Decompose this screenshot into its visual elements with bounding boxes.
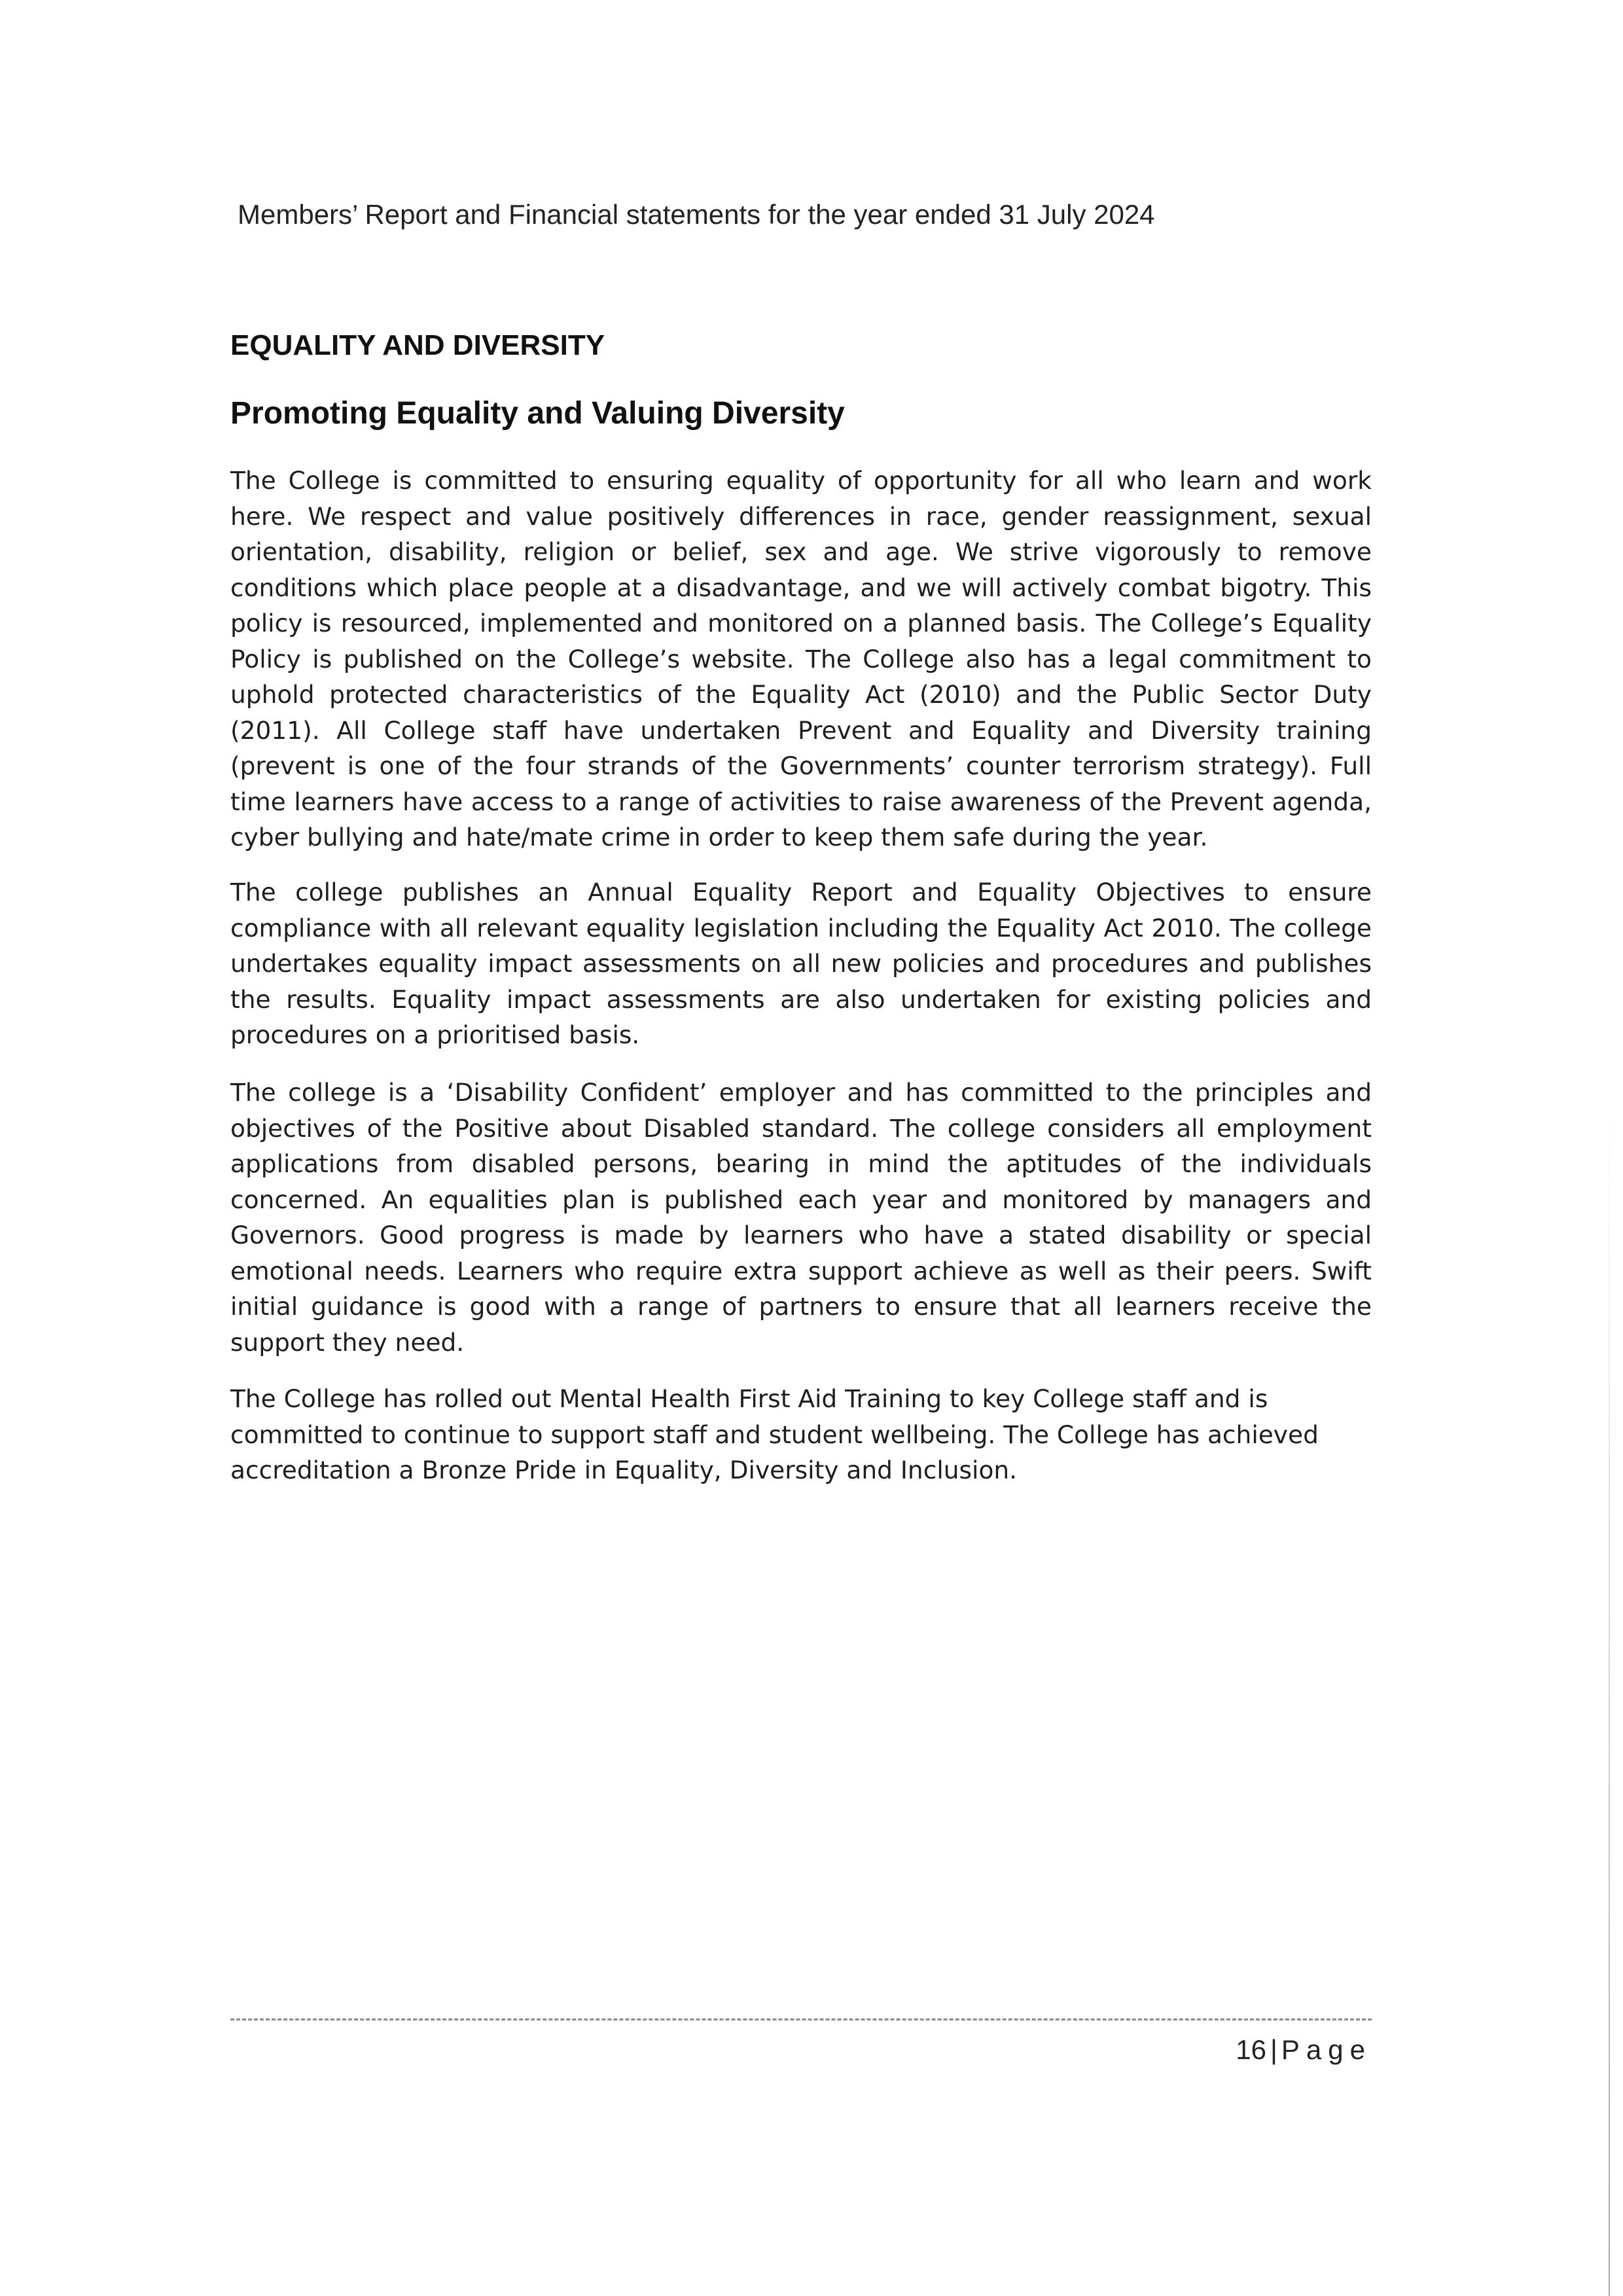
footer-divider bbox=[230, 2018, 1372, 2020]
page-word: Page bbox=[1281, 2034, 1372, 2065]
paragraph-disability-confident: The college is a ‘Disability Confident’ employer and has committed to the principles and objectives of the Positive about Disabled standard. The college considers all employment applications from disabled persons, bearing in mind the aptitudes of the individuals concerned. An equalities plan is published each year and monitored by managers and Governors. Good progress is made by learners who have a stated disability or special emotional needs. Learners who require extra support achieve as well as their peers. Swift initial guidance is good with a range of partners to ensure that all learners receive the support they need. bbox=[230, 1078, 1372, 1357]
page-footer bbox=[1191, 2032, 1372, 2068]
paragraph-mental-health: The College has rolled out Mental Health First Aid Training to key College staff and is committed to continue to support staff and student wellbeing. The College has achieved accreditation a Bronze Pride in Equality, Diversity and Inclusion. bbox=[230, 1384, 1319, 1484]
subsection-heading: Promoting Equality and Valuing Diversity bbox=[230, 396, 845, 431]
paragraph-equality-commitment: The College is committed to ensuring equality of opportunity for all who learn and work here. We respect and value positively differences in race, gender reassignment, sexual orientation, disability, religion or belief, sex and age. We strive vigorously to remove conditions which place people at a disadvantage, and we will actively combat bigotry. This policy is resourced, implemented and monitored on a planned basis. The College’s Equality Policy is published on the College’s website. The College also has a legal commitment to uphold protected characteristics of the Equality Act (2010) and the Public Sector Duty (2011). All College staff have undertaken Prevent and Equality and Diversity training (prevent is one of the four strands of the Governments’ counter terrorism strategy). Full time learners have access to a range of activities to raise awareness of the Prevent agenda, cyber bullying and hate/mate crime in order to keep them safe during the year. bbox=[230, 466, 1372, 852]
paragraph-equality-report: The college publishes an Annual Equality Report and Equality Objectives to ensure compliance with all relevant equality legislation including the Equality Act 2010. The college undertakes equality impact assessments on all new policies and procedures and publishes the results. Equality impact assessments are also undertaken for existing policies and procedures on a prioritised basis. bbox=[230, 878, 1372, 1049]
page-header: Members’ Report and Financial statements for the year ended 31 July 2024 bbox=[238, 199, 1155, 230]
page-number: 16 bbox=[1236, 2034, 1266, 2065]
section-heading: EQUALITY AND DIVERSITY bbox=[230, 329, 605, 361]
page-separator: | bbox=[1270, 2034, 1277, 2065]
scan-edge-line bbox=[1609, 1113, 1610, 2296]
